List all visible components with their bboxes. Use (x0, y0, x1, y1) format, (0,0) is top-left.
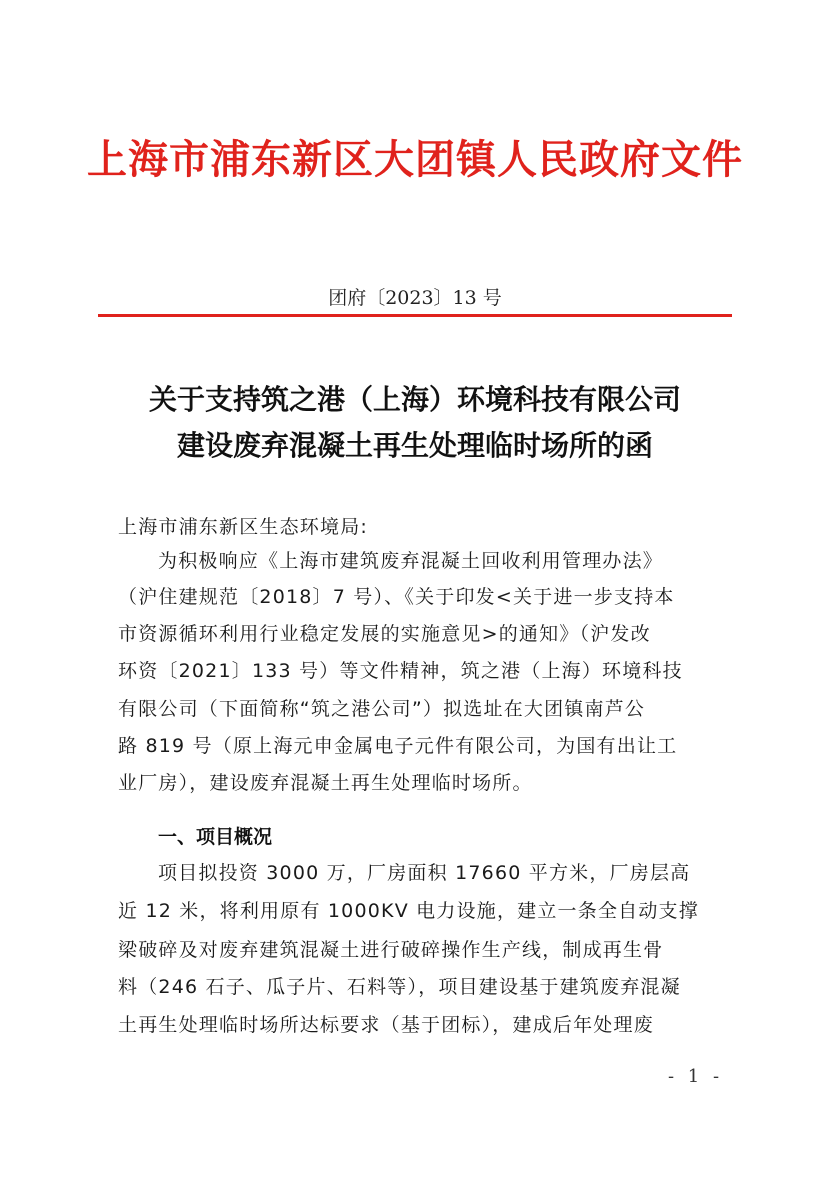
paragraph-1-line-4: 环资〔2021〕133 号）等文件精神，筑之港（上海）环境科技 (118, 660, 683, 682)
document-title-line-2: 建设废弃混凝土再生处理临时场所的函 (176, 429, 653, 462)
document-title-line-1: 关于支持筑之港（上海）环境科技有限公司 (148, 383, 681, 416)
document-number: 团府〔2023〕13 号 (328, 287, 502, 309)
paragraph-2-line-1: 项目拟投资 3000 万，厂房面积 17660 平方米，厂房层高 (158, 862, 691, 884)
paragraph-1-line-3: 市资源循环利用行业稳定发展的实施意见>的通知》（沪发改 (118, 623, 651, 645)
paragraph-2-line-3: 梁破碎及对废弃建筑混凝土进行破碎操作生产线，制成再生骨 (118, 939, 664, 961)
paragraph-1-line-6: 路 819 号（原上海元申金属电子元件有限公司，为国有出让工 (118, 735, 678, 757)
addressee: 上海市浦东新区生态环境局: (118, 516, 369, 538)
paragraph-1-line-1: 为积极响应《上海市建筑废弃混凝土回收利用管理办法》 (158, 550, 664, 572)
paragraph-1-line-7: 业厂房），建设废弃混凝土再生处理临时场所。 (118, 772, 533, 794)
page-number: - 1 - (668, 1066, 724, 1087)
paragraph-2-line-5: 土再生处理临时场所达标要求（基于团标），建成后年处理废 (118, 1014, 654, 1036)
paragraph-1-line-5: 有限公司（下面简称“筑之港公司”）拟选址在大团镇南芦公 (118, 698, 646, 720)
paragraph-1-line-2: （沪住建规范〔2018〕7 号）、《关于印发<关于进一步支持本 (118, 586, 675, 608)
paragraph-2-line-2: 近 12 米，将利用原有 1000KV 电力设施，建立一条全自动支撑 (118, 900, 699, 922)
red-divider-line (98, 314, 732, 317)
section-1-heading: 一、项目概况 (158, 826, 273, 848)
masthead-title: 上海市浦东新区大团镇人民政府文件 (87, 136, 743, 183)
paragraph-2-line-4: 料（246 石子、瓜子片、石料等），项目建设基于建筑废弃混凝 (118, 976, 681, 998)
